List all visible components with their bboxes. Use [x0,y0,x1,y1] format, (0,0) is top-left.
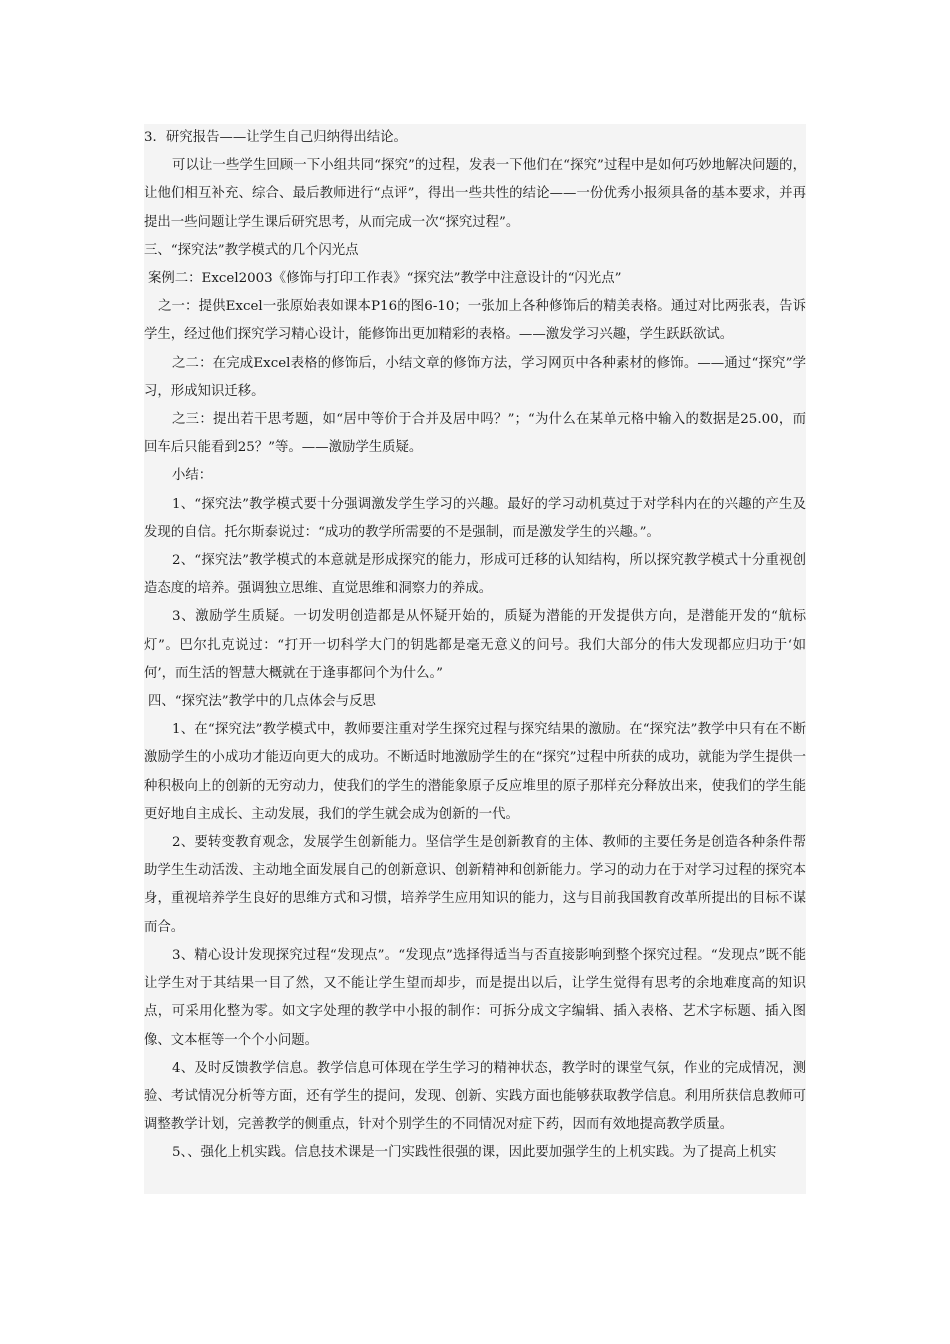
report-step-heading: 3．研究报告——让学生自己归纳得出结论。 [144,130,407,145]
summary-item-3: 3、激励学生质疑。一切发明创造都是从怀疑开始的，质疑为潜能的开发提供方向，是潜能开发的“航标灯”。巴尔扎克说过：“打开一切科学大门的钥匙都是毫无意义的问号。我们大部分的伟大发现都应归功于‘如何’，而生活的智慧大概就在于逢事都问个为什么。” [144,609,806,681]
summary-label: 小结： [172,468,213,484]
document-body [144,124,806,1194]
reflection-item-1: 1、在“探究法”教学模式中，教师要注重对学生探究过程与探究结果的激励。在“探究法”教学中只有在不断激励学生的小成功才能迈向更大的成功。不断适时地激励学生的在“探究”过程中所获的成功，就能为学生提供一种积极向上的创新的无穷动力，使我们的学生的潜能象原子反应堆里的原子那样充分释放出来，使我们的学生能更好地自主成长、主动发展，我们的学生就会成为创新的一代。 [144,722,806,822]
reflection-item-5: 5、、强化上机实践。信息技术课是一门实践性很强的课，因此要加强学生的上机实践。为了提高上机实 [172,1145,777,1161]
highlight-three: 之三：提出若干思考题，如“居中等价于合并及居中吗？”；“为什么在某单元格中输入的数据是25.00，而回车后只能看到25？”等。——激励学生质疑。 [144,412,806,456]
reflection-item-2: 2、要转变教育观念，发展学生创新能力。坚信学生是创新教育的主体、教师的主要任务是创造各种条件帮助学生生动活泼、主动地全面发展自己的创新意识、创新精神和创新能力。学习的动力在于对学习过程的探究本身，重视培养学生良好的思维方式和习惯，培养学生应用知识的能力，这与目前我国教育改革所提出的目标不谋而合。 [144,835,806,935]
section-four-heading: 四、“探究法”教学中的几点体会与反思 [148,694,376,710]
highlight-two: 之二：在完成Excel表格的修饰后，小结文章的修饰方法，学习网页中各种素材的修饰。——通过“探究”学习，形成知识迁移。 [144,355,806,399]
paragraph-review: 可以让一些学生回顾一下小组共同“探究”的过程，发表一下他们在“探究”过程中是如何巧妙地解决问题的，让他们相互补充、综合、最后教师进行“点评”，得出一些共性的结论——一份优秀小报须具备的基本要求，并再提出一些问题让学生课后研究思考，从而完成一次“探究过程”。 [144,158,806,230]
case-two-heading: 案例二：Excel2003《修饰与打印工作表》“探究法”教学中注意设计的“闪光点” [148,271,622,287]
summary-item-1: 1、“探究法”教学模式要十分强调激发学生学习的兴趣。最好的学习动机莫过于对学科内在的兴趣的产生及发现的自信。托尔斯泰说过：“成功的教学所需要的不是强制，而是激发学生的兴趣。”。 [144,496,806,540]
reflection-item-3: 3、精心设计发现探究过程“发现点”。“发现点”选择得适当与否直接影响到整个探究过程。“发现点”既不能让学生对于其结果一目了然，又不能让学生望而却步，而是提出以后，让学生觉得有思考的余地难度高的知识点，可采用化整为零。如文字处理的教学中小报的制作：可拆分成文字编辑、插入表格、艺术字标题、插入图像、文本框等一个个小问题。 [144,947,806,1048]
section-three-heading: 三、“探究法”教学模式的几个闪光点 [144,242,359,258]
summary-item-2: 2、“探究法”教学模式的本意就是形成探究的能力，形成可迁移的认知结构，所以探究教学模式十分重视创造态度的培养。强调独立思维、直觉思维和洞察力的养成。 [144,553,806,597]
reflection-item-4: 4、及时反馈教学信息。教学信息可体现在学生学习的精神状态，教学时的课堂气氛，作业的完成情况，测验、考试情况分析等方面，还有学生的提问，发现、创新、实践方面也能够获取教学信息。利用所获信息教师可调整教学计划，完善教学的侧重点，针对个别学生的不同情况对症下药，因而有效地提高教学质量。 [144,1060,806,1133]
highlight-one: 之一：提供Excel一张原始表如课本P16的图6-10；一张加上各种修饰后的精美表格。通过对比两张表，告诉学生，经过他们探究学习精心设计，能修饰出更加精彩的表格。——激发学习兴趣，学生跃跃欲试。 [144,299,806,343]
